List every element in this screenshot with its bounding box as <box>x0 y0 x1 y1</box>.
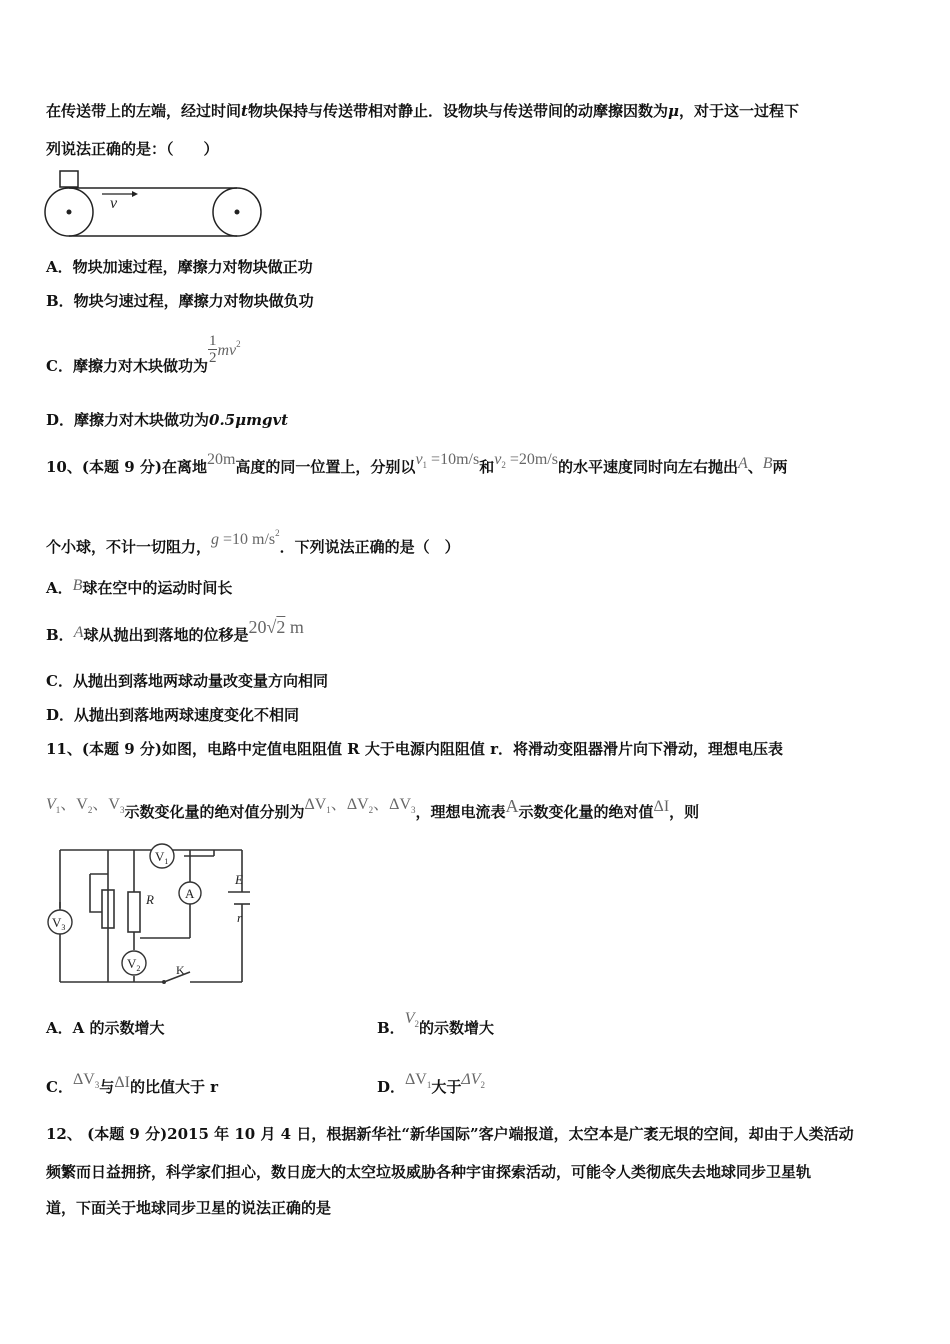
q11-option-c: C．$\Delta V^3$与ΔI的比值大于 r <box>46 1071 219 1096</box>
q11-option-b: B．$V^2$的示数增大 <box>377 1010 494 1037</box>
circuit-v3-label: V <box>52 915 62 930</box>
circuit-internal-r-label: r <box>237 910 243 925</box>
q11-option-a: A．A 的示数增大 <box>46 1019 165 1037</box>
circuit-e-label: E <box>235 872 243 887</box>
circuit-r-label: R <box>146 892 154 907</box>
circuit-diagram <box>44 842 250 992</box>
q9-stem-line2: 列说法正确的是：（ ） <box>46 140 219 158</box>
q9-option-d: D．摩擦力对木块做功为0.5μmgvt <box>46 411 289 429</box>
circuit-ammeter-label: A <box>185 886 195 901</box>
q9-option-c: C．摩擦力对木块做功为 $\frac{1}{2}$ $mv^2$ <box>46 332 241 375</box>
q10-option-c: C．从抛出到落地两球动量改变量方向相同 <box>46 672 328 690</box>
q12-stem-line1: 12、 (本题 9 分)2015 年 10 月 4 日，根据新华社“新华国际”客户端报道，太空本是广袤无垠的空间，却由于人类活动 <box>46 1125 854 1143</box>
belt-velocity-label: v <box>110 195 118 212</box>
q10-stem-line1: 10、(本题 9 分)在离地20m高度的同一位置上，分别以$v^1 =10m/s$和$v^2 =20m/s$的水平速度同时向左右抛出A、B两 <box>46 451 788 476</box>
svg-text:V1: $V_1$ <box>155 849 169 866</box>
q9-option-b: B．物块匀速过程，摩擦力对物块做负功 <box>46 292 314 310</box>
q11-stem-line2: $V^1$、$V^2$、$V^3$示数变化量的绝对值分别为$\Delta V^1$、$\Delta V^2$、$\Delta V^3$，理想电流表A示数变化量的绝对值ΔI，则 <box>46 796 700 821</box>
q12-stem-line3: 道，下面关于地球同步卫星的说法正确的是 <box>46 1199 332 1217</box>
svg-text:V2: $V_2$ <box>127 956 141 973</box>
q10-option-d: D．从抛出到落地两球速度变化不相同 <box>46 706 300 724</box>
q9-option-a: A．物块加速过程，摩擦力对物块做正功 <box>46 258 313 276</box>
q10-stem-line2: 个小球，不计一切阻力，g =10 $m/s^2$．下列说法正确的是（ ） <box>46 528 460 556</box>
svg-text:V3: $V_3$ <box>52 915 66 932</box>
fraction-one-half: $\frac{1}{2}$ <box>208 332 217 366</box>
q11-option-d: D．$\Delta V^1$大于$\Delta V^2$ <box>377 1071 486 1096</box>
q10-option-b: B．A球从抛出到落地的位移是20√2 m <box>46 617 304 644</box>
q10-option-a: A．B球在空中的运动时间长 <box>46 577 233 597</box>
circuit-v2-label: V <box>127 956 137 971</box>
q9-stem-line1: 在传送带上的左端，经过时间t物块保持与传送带相对静止．设物块与传送带间的动摩擦因数为μ，对于这一过程下 <box>46 102 799 120</box>
conveyor-belt-figure <box>40 168 270 240</box>
circuit-v1-label: V <box>155 849 165 864</box>
q11-stem-line1: 11、(本题 9 分)如图，电路中定值电阻阻值 R 大于电源内阻阻值 r．将滑动变阻器滑片向下滑动，理想电压表 <box>46 740 783 758</box>
circuit-switch-label: K <box>176 963 185 977</box>
q12-stem-line2: 频繁而日益拥挤，科学家们担心，数日庞大的太空垃圾威胁各种宇宙探索活动，可能令人类彻底失去地球同步卫星轨 <box>46 1163 812 1181</box>
